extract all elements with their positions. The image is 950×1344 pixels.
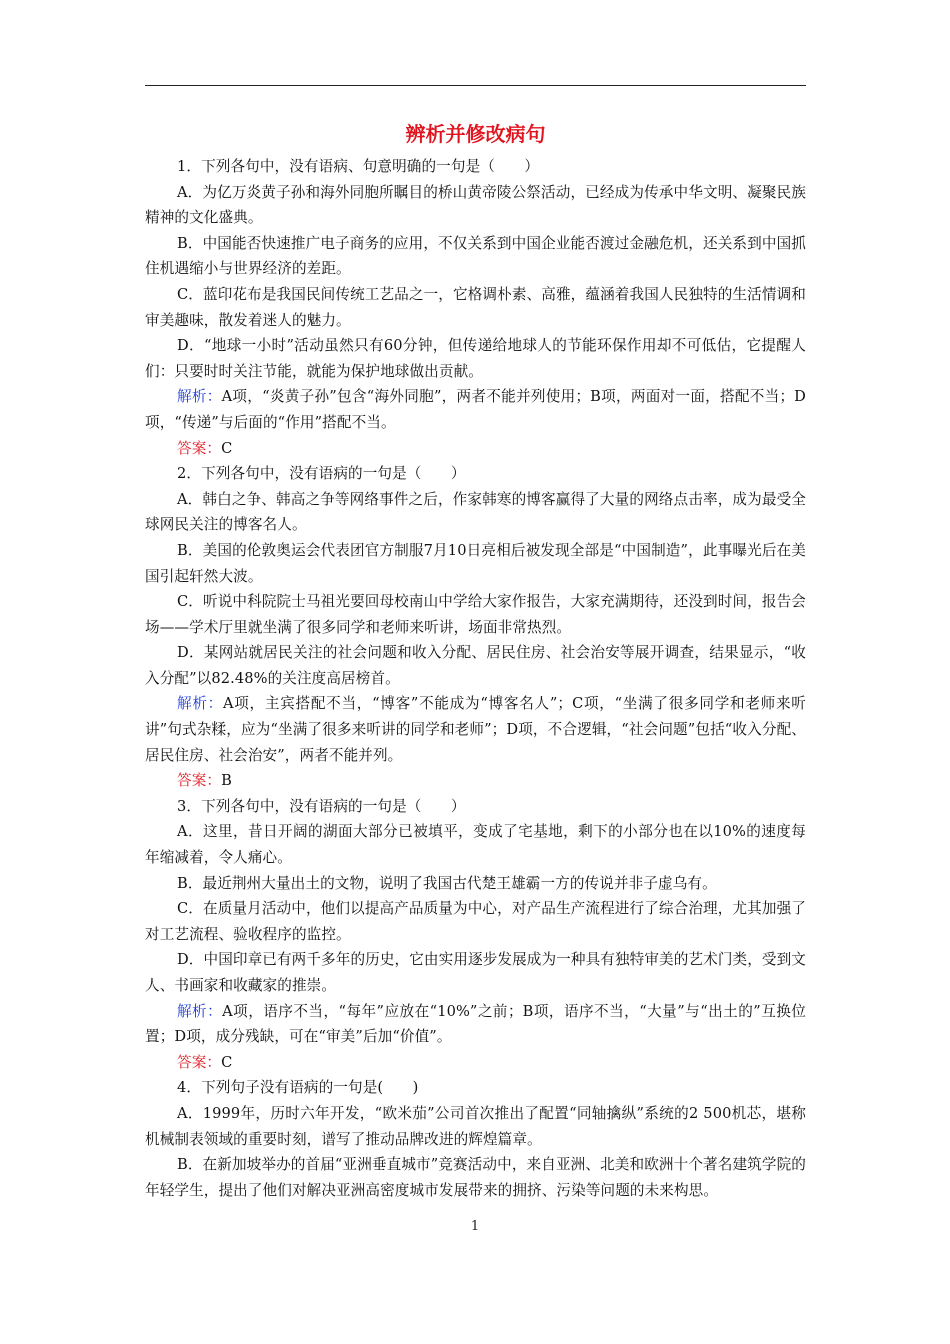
question-2 xyxy=(145,461,806,794)
question-3 xyxy=(145,794,806,1076)
analysis xyxy=(145,999,806,1050)
option-c: C．听说中科院院士马祖光要回母校南山中学给大家作报告，大家充满期待，还没到时间，报告会场——学术厅里就坐满了很多同学和老师来听讲，场面非常热烈。 xyxy=(145,593,806,636)
answer-label: 答案： xyxy=(177,1053,222,1071)
answer xyxy=(145,768,806,794)
question-stem: 2．下列各句中，没有语病的一句是（ ） xyxy=(177,465,466,483)
analysis-text: A项，语序不当，“每年”应放在“10%”之前；B项，语序不当，“大量”与“出土的”互换位置；D项，成分残缺，可在“审美”后加“价值”。 xyxy=(145,1002,806,1046)
answer-label: 答案： xyxy=(177,772,222,790)
analysis xyxy=(145,384,806,435)
document-title: 辨析并修改病句 xyxy=(405,122,546,146)
option-b: B．最近荆州大量出土的文物，说明了我国古代楚王雄霸一方的传说并非子虚乌有。 xyxy=(177,874,717,892)
analysis-label: 解析： xyxy=(177,388,222,406)
question-stem: 1．下列各句中，没有语病、句意明确的一句是（ ） xyxy=(177,158,540,175)
option-a: A．为亿万炎黄子孙和海外同胞所瞩目的桥山黄帝陵公祭活动，已经成为传承中华文明、凝聚民族精神的文化盛典。 xyxy=(145,183,806,227)
answer-value: C xyxy=(221,1053,233,1071)
question-stem: 4．下列句子没有语病的一句是( ) xyxy=(177,1079,419,1097)
option-b: B．在新加坡举办的首届“亚洲垂直城市”竞赛活动中，来自亚洲、北美和欧洲十个著名建筑学院的年轻学生，提出了他们对解决亚洲高密度城市发展带来的拥挤、污染等问题的未来构思。 xyxy=(145,1156,806,1199)
answer-label: 答案： xyxy=(177,439,222,457)
answer xyxy=(145,1050,806,1076)
header-rule xyxy=(145,85,806,86)
analysis-text: A项，“炎黄子孙”包含“海外同胞”，两者不能并列使用；B项，两面对一面，搭配不当；D项，“传递”与后面的“作用”搭配不当。 xyxy=(145,388,806,431)
page-number: 1 xyxy=(470,1219,480,1234)
option-d: D．某网站就居民关注的社会问题和收入分配、居民住房、社会治安等展开调查，结果显示，“收入分配”以82.48%的关注度高居榜首。 xyxy=(145,644,806,687)
analysis xyxy=(145,691,806,768)
answer xyxy=(145,436,806,462)
option-c: C．蓝印花布是我国民间传统工艺品之一，它格调朴素、高雅，蕴涵着我国人民独特的生活情调和审美趣味，散发着迷人的魅力。 xyxy=(145,285,806,329)
answer-value: B xyxy=(221,772,232,790)
option-b: B．美国的伦敦奥运会代表团官方制服7月10日亮相后被发现全部是“中国制造”，此事曝光后在美国引起轩然大波。 xyxy=(145,541,806,585)
option-c: C．在质量月活动中，他们以提高产品质量为中心，对产品生产流程进行了综合治理，尤其加强了对工艺流程、验收程序的监控。 xyxy=(145,900,806,943)
document-body xyxy=(145,118,806,1203)
analysis-text: A项，主宾搭配不当，“博客”不能成为“博客名人”；C项，“坐满了很多同学和老师来听讲”句式杂糅，应为“坐满了很多来听讲的同学和老师”；D项，不合逻辑，“社会问题”包括“收入分配、居民住房、社会治安”，两者不能并列。 xyxy=(145,695,806,764)
option-a: A．这里，昔日开阔的湖面大部分已被填平，变成了宅基地，剩下的小部分也在以10%的速度每年缩减着，令人痛心。 xyxy=(145,823,806,867)
option-b: B．中国能否快速推广电子商务的应用，不仅关系到中国企业能否渡过金融危机，还关系到中国抓住机遇缩小与世界经济的差距。 xyxy=(145,234,806,278)
option-d: D．“地球一小时”活动虽然只有60分钟，但传递给地球人的节能环保作用却不可低估，它提醒人们：只要时时关注节能，就能为保护地球做出贡献。 xyxy=(145,337,806,380)
question-4 xyxy=(145,1075,806,1203)
question-1 xyxy=(145,154,806,461)
option-d: D．中国印章已有两千多年的历史，它由实用逐步发展成为一种具有独特审美的艺术门类，受到文人、书画家和收藏家的推崇。 xyxy=(145,951,806,994)
option-a: A．韩白之争、韩高之争等网络事件之后，作家韩寒的博客赢得了大量的网络点击率，成为最受全球网民关注的博客名人。 xyxy=(145,490,806,534)
analysis-label: 解析： xyxy=(177,695,223,713)
question-stem: 3．下列各句中，没有语病的一句是（ ） xyxy=(177,797,466,815)
answer-value: C xyxy=(221,439,233,457)
analysis-label: 解析： xyxy=(177,1002,223,1020)
option-a: A．1999年，历时六年开发，“欧米茄”公司首次推出了配置“同轴擒纵”系统的2 500机芯，堪称机械制表领域的重要时刻，谱写了推动品牌改进的辉煌篇章。 xyxy=(145,1104,806,1148)
